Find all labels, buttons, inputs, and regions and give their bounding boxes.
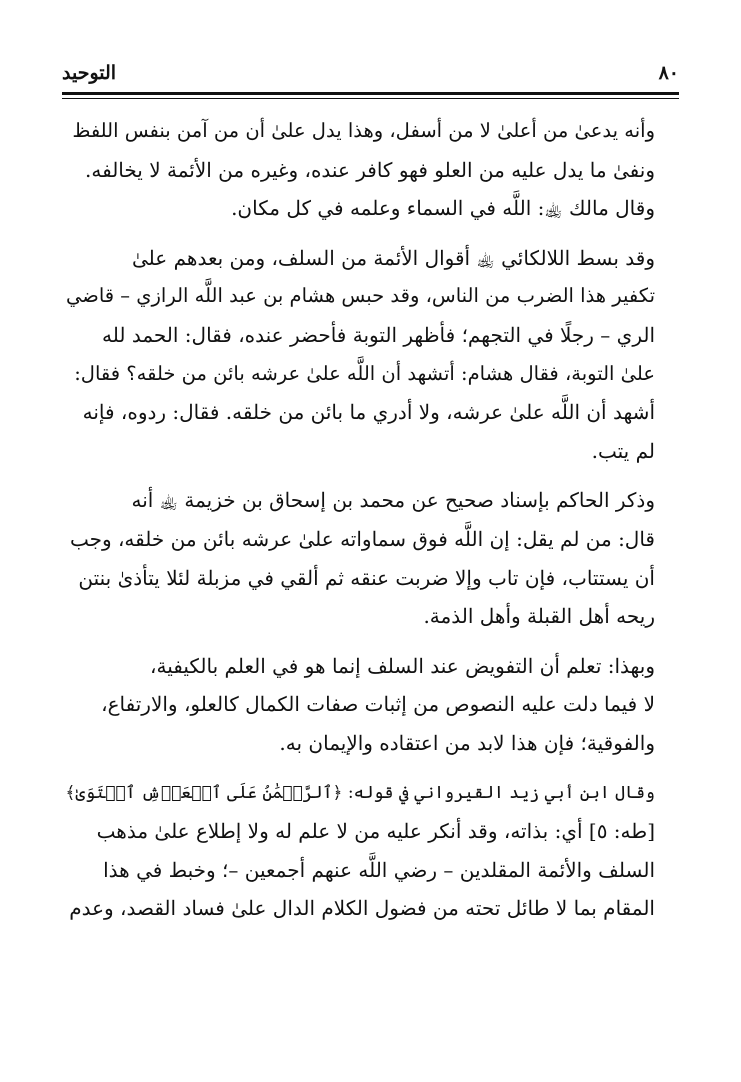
text-line: لا فيما دلت عليه النصوص من إثبات صفات الكمال كالعلو، والارتفاع، — [101, 692, 655, 717]
text-line: ريحه أهل القبلة وأهل الذمة. — [423, 604, 655, 629]
running-title: التوحيد — [62, 62, 117, 84]
body-text — [62, 112, 679, 939]
text-line: علىٰ التوبة، فقال هشام: أتشهد أن اللَّه علىٰ عرشه بائن من خلقه؟ فقال: — [74, 361, 655, 385]
text-line: وأنه يدعىٰ من أعلىٰ لا من أسفل، وهذا يدل علىٰ أن من آمن بنفس اللفظ — [72, 119, 655, 142]
text-line: أشهد أن اللَّه علىٰ عرشه، ولا أدري ما بائن من خلقه. فقال: ردوه، فإنه — [82, 400, 655, 425]
text-line: وقد بسط اللالكائي ﵀ أقوال الأئمة من السلف، ومن بعدهم علىٰ — [132, 245, 655, 270]
text-line: وقال مالك ﵀: اللَّه في السماء وعلمه في كل مكان. — [231, 196, 655, 221]
text-line: تكفير هذا الضرب من الناس، وقد حبس هشام بن عبد اللَّه الرازي – قاضي — [66, 284, 655, 308]
page-header — [62, 58, 679, 88]
header-rule-thick — [62, 92, 679, 95]
text-line: وذكر الحاكم بإسناد صحيح عن محمد بن إسحاق بن خزيمة ﵀ أنه — [131, 488, 655, 513]
text-line: والفوقية؛ فإن هذا لابد من اعتقاده والإيمان به. — [279, 730, 655, 755]
paragraph-5 — [62, 774, 679, 928]
text-line: [طه: ٥] أي: بذاته، وقد أنكر عليه من لا علم له ولا إطلاع علىٰ مذهب — [96, 819, 655, 844]
paragraph-2 — [62, 239, 679, 471]
paragraph-3 — [62, 481, 679, 635]
header-rule-thin — [62, 98, 679, 99]
text-line: وبهذا: تعلم أن التفويض عند السلف إنما هو في العلم بالكيفية، — [150, 653, 655, 678]
paragraph-1 — [62, 112, 679, 228]
text-line: وقال ابن أبي زيد القيرواني في قوله: ﴿ٱلرَّحۡمَٰنُ عَلَى ٱلۡعَرۡشِ ٱسۡتَوَىٰ﴾ — [65, 782, 655, 803]
text-line: السلف والأئمة المقلدين – رضي اللَّه عنهم أجمعين –؛ وخبط في هذا — [103, 857, 655, 882]
text-line: أن يستتاب، فإن تاب وإلا ضربت عنقه ثم ألقي في مزبلة لئلا يتأذىٰ بنتن — [78, 565, 655, 590]
paragraph-4 — [62, 647, 679, 763]
text-line: الري – رجلًا في التجهم؛ فأظهر التوبة فأحضر عنده، فقال: الحمد لله — [102, 322, 655, 347]
text-line: ونفىٰ ما يدل عليه من العلو فهو كافر عنده، وغيره من الأئمة لا يخالفه. — [85, 157, 655, 182]
text-line: المقام بما لا طائل تحته من فضول الكلام الدال علىٰ فساد القصد، وعدم — [69, 896, 655, 921]
text-line: لم يتب. — [591, 438, 655, 463]
page-number: ٨٠ — [658, 62, 679, 84]
text-line: قال: من لم يقل: إن اللَّه فوق سماواته علىٰ عرشه بائن من خلقه، وجب — [69, 526, 655, 551]
